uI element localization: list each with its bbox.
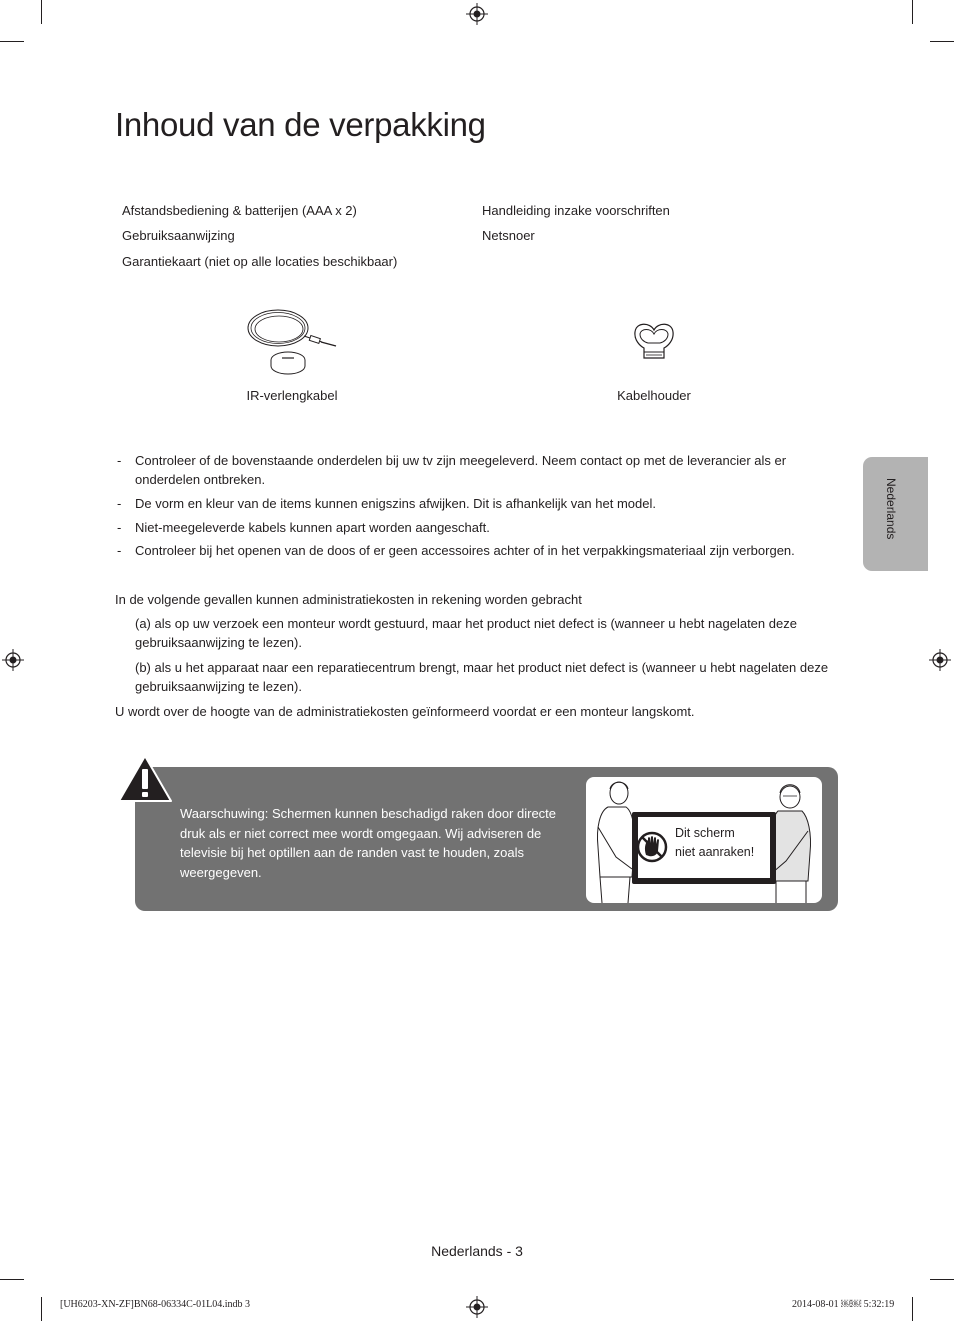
print-slug-left: [UH6203-XN-ZF]BN68-06334C-01L04.indb 3 [60,1299,250,1310]
cable-holder-icon [630,320,678,364]
ir-extender-cable-icon [244,304,340,376]
contents-item: Garantiekaart (niet op alle locaties beschikbaar) [122,254,398,269]
do-not-touch-sign-text [675,824,754,862]
sign-line-1: Dit scherm [675,826,735,840]
crop-mark [912,0,913,24]
contents-item: Handleiding inzake voorschriften [482,203,670,218]
crop-mark [41,0,42,24]
crop-mark [930,41,954,42]
contents-item: Netsnoer [482,228,535,243]
note-text: Controleer bij het openen van de doos of er geen accessoires achter of in het verpakkingsmateriaal zijn verborgen. [135,543,795,558]
warning-triangle-icon [117,754,173,804]
note-dash: - [117,453,122,468]
note-dash: - [117,520,122,535]
registration-mark-icon [466,1296,488,1318]
registration-mark-icon [466,3,488,25]
note-item [115,518,815,537]
registration-mark-icon [929,649,951,671]
contents-item: Gebruiksaanwijzing [122,228,235,243]
warning-body: : Schermen kunnen beschadigd raken door directe druk als er niet correct mee wordt omgegaan. Wij adviseren de televisie bij het optillen aan de randen vast te houden, zoals weergegeven. [180,806,557,880]
note-item [115,451,815,489]
registration-mark-icon [2,649,24,671]
note-text: Niet-meegeleverde kabels kunnen apart worden aangeschaft. [135,520,490,535]
note-dash: - [117,496,122,511]
print-slug-right: 2014-08-01 ￼￼ 5:32:19 [792,1299,895,1310]
crop-mark [912,1297,913,1321]
page-title: Inhoud van de verpakking [115,106,486,143]
admin-intro: In de volgende gevallen kunnen administratiekosten in rekening worden gebracht [115,592,582,607]
warning-label: Waarschuwing [180,806,265,821]
admin-outro: U wordt over de hoogte van de administratiekosten geïnformeerd voordat er een monteur langskomt. [115,704,695,719]
admin-case-b: (b) als u het apparaat naar een reparatiecentrum brengt, maar het product niet defect is (wanneer u hebt nagelaten deze gebruiksaanwijzing te lezen). [135,660,829,694]
admin-case-a: (a) als op uw verzoek een monteur wordt gestuurd, maar het product niet defect is (wanneer u hebt nagelaten deze gebruiksaanwijzing te lezen). [135,616,797,650]
contents-item: Afstandsbediening & batterijen (AAA x 2) [122,203,357,218]
crop-mark [41,1297,42,1321]
page-footer: Nederlands - 3 [431,1243,523,1259]
ir-cable-label: IR-verlengkabel [246,388,338,403]
sign-line-2: niet aanraken! [675,845,755,859]
crop-mark [0,41,24,42]
crop-mark [930,1279,954,1280]
note-text: De vorm en kleur van de items kunnen enigszins afwijken. Dit is afhankelijk van het model. [135,496,656,511]
note-text: Controleer of de bovenstaande onderdelen bij uw tv zijn meegeleverd. Neem contact op met de leverancier als er onderdelen ontbreken. [135,453,787,487]
note-item [115,494,815,513]
language-side-tab-label: Nederlands [884,478,898,540]
note-dash: - [117,543,122,558]
crop-mark [0,1279,24,1280]
warning-text [180,804,565,882]
note-item [115,541,815,560]
cable-holder-label: Kabelhouder [617,388,691,403]
